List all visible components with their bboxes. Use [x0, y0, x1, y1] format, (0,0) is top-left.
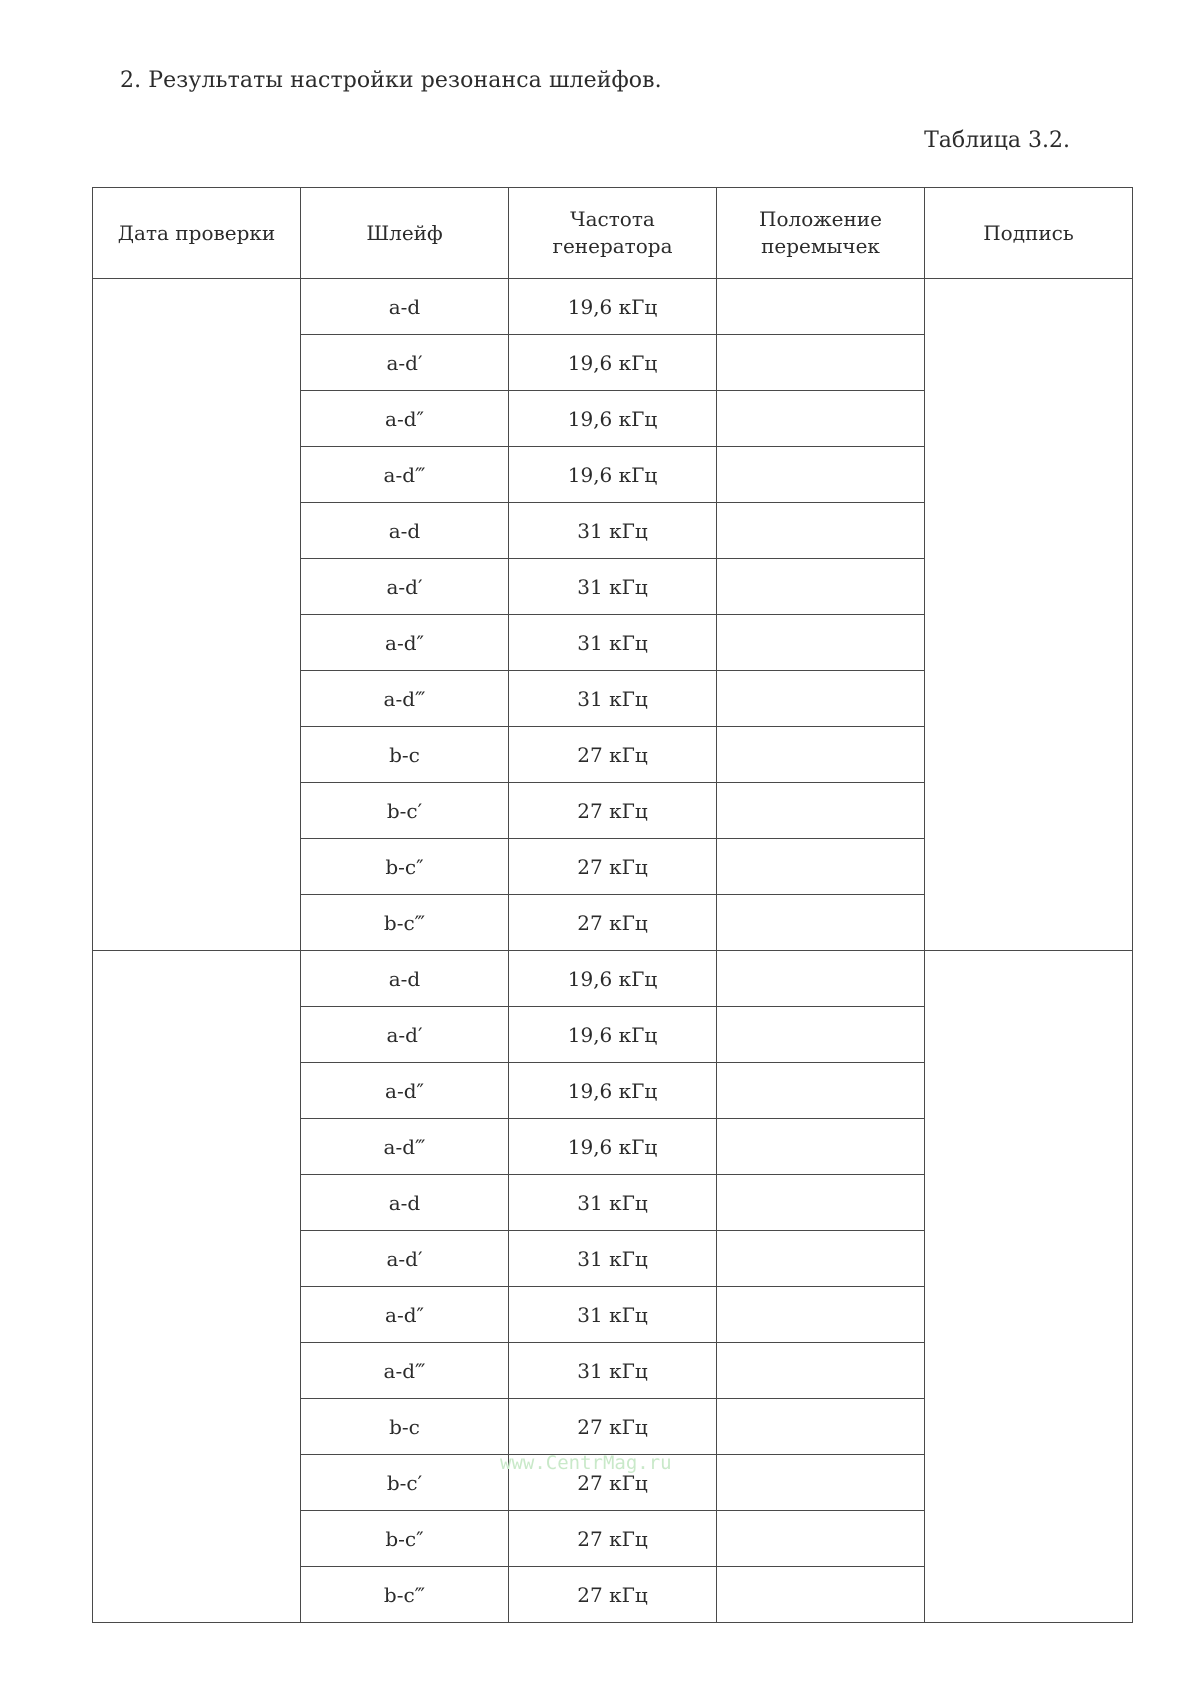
date-cell[interactable]: [93, 279, 301, 951]
frequency-cell: 31 кГц: [509, 559, 717, 615]
frequency-cell: 27 кГц: [509, 783, 717, 839]
jumpers-cell[interactable]: [717, 335, 925, 391]
jumpers-cell[interactable]: [717, 1007, 925, 1063]
frequency-cell: 27 кГц: [509, 727, 717, 783]
loop-cell: b-c: [301, 1399, 509, 1455]
loop-cell: a-d″: [301, 615, 509, 671]
jumpers-cell[interactable]: [717, 503, 925, 559]
header-loop: [301, 188, 509, 279]
frequency-cell: 19,6 кГц: [509, 447, 717, 503]
loop-cell: b-c′: [301, 783, 509, 839]
table-row: [93, 951, 1133, 1007]
loop-resonance-table: [92, 187, 1133, 1623]
jumpers-cell[interactable]: [717, 671, 925, 727]
frequency-cell: 31 кГц: [509, 615, 717, 671]
loop-cell: b-c: [301, 727, 509, 783]
jumpers-cell[interactable]: [717, 1343, 925, 1399]
jumpers-cell[interactable]: [717, 727, 925, 783]
loop-cell: a-d: [301, 1175, 509, 1231]
header-loop-line: Шлейф: [366, 220, 443, 245]
jumpers-cell[interactable]: [717, 391, 925, 447]
frequency-cell: 31 кГц: [509, 1287, 717, 1343]
frequency-cell: 31 кГц: [509, 1231, 717, 1287]
jumpers-cell[interactable]: [717, 895, 925, 951]
jumpers-cell[interactable]: [717, 615, 925, 671]
frequency-cell: 19,6 кГц: [509, 1063, 717, 1119]
signature-cell[interactable]: [925, 951, 1133, 1623]
frequency-cell: 27 кГц: [509, 839, 717, 895]
loop-cell: a-d′: [301, 1007, 509, 1063]
header-frequency-line-2: генератора: [552, 234, 673, 258]
loop-cell: a-d′: [301, 559, 509, 615]
frequency-cell: 19,6 кГц: [509, 335, 717, 391]
frequency-cell: 19,6 кГц: [509, 279, 717, 335]
frequency-cell: 31 кГц: [509, 503, 717, 559]
header-date-line: Дата проверки: [117, 220, 276, 245]
signature-cell[interactable]: [925, 279, 1133, 951]
jumpers-cell[interactable]: [717, 839, 925, 895]
loop-cell: a-d″: [301, 391, 509, 447]
loop-cell: b-c‴: [301, 895, 509, 951]
section-heading: 2. Результаты настройки резонанса шлейфов.: [120, 68, 662, 93]
header-frequency-line-1: Частота: [570, 207, 655, 231]
loop-cell: a-d: [301, 951, 509, 1007]
frequency-cell: 19,6 кГц: [509, 1119, 717, 1175]
jumpers-cell[interactable]: [717, 1399, 925, 1455]
frequency-cell: 31 кГц: [509, 1343, 717, 1399]
table-number: Таблица 3.2.: [924, 128, 1070, 153]
jumpers-cell[interactable]: [717, 1231, 925, 1287]
jumpers-cell[interactable]: [717, 1063, 925, 1119]
header-jumpers-line-1: Положение: [759, 207, 882, 231]
watermark: www.CentrMag.ru: [500, 1452, 672, 1474]
jumpers-cell[interactable]: [717, 279, 925, 335]
table-row: [93, 279, 1133, 335]
loop-cell: a-d″: [301, 1063, 509, 1119]
frequency-cell: 19,6 кГц: [509, 951, 717, 1007]
loop-cell: a-d‴: [301, 1343, 509, 1399]
loop-cell: b-c′: [301, 1455, 509, 1511]
loop-cell: a-d′: [301, 1231, 509, 1287]
header-jumpers-line-2: перемычек: [761, 234, 880, 258]
frequency-cell: 19,6 кГц: [509, 391, 717, 447]
loop-cell: b-c″: [301, 1511, 509, 1567]
header-jumpers: [717, 188, 925, 279]
date-cell[interactable]: [93, 951, 301, 1623]
frequency-cell: 27 кГц: [509, 1511, 717, 1567]
header-row: [93, 188, 1133, 279]
loop-cell: a-d′: [301, 335, 509, 391]
header-signature: [925, 188, 1133, 279]
header-date: [93, 188, 301, 279]
jumpers-cell[interactable]: [717, 559, 925, 615]
jumpers-cell[interactable]: [717, 1119, 925, 1175]
jumpers-cell[interactable]: [717, 1511, 925, 1567]
frequency-cell: 27 кГц: [509, 1399, 717, 1455]
jumpers-cell[interactable]: [717, 447, 925, 503]
jumpers-cell[interactable]: [717, 951, 925, 1007]
header-signature-line: Подпись: [983, 220, 1074, 245]
frequency-cell: 31 кГц: [509, 1175, 717, 1231]
jumpers-cell[interactable]: [717, 1567, 925, 1623]
table-header: [93, 188, 1133, 279]
loop-cell: a-d: [301, 503, 509, 559]
frequency-cell: 19,6 кГц: [509, 1007, 717, 1063]
loop-cell: a-d‴: [301, 1119, 509, 1175]
frequency-cell: 31 кГц: [509, 671, 717, 727]
frequency-cell: 27 кГц: [509, 895, 717, 951]
loop-cell: a-d‴: [301, 447, 509, 503]
loop-cell: a-d: [301, 279, 509, 335]
table-body: [93, 279, 1133, 1623]
loop-cell: b-c″: [301, 839, 509, 895]
frequency-cell: 27 кГц: [509, 1455, 717, 1511]
jumpers-cell[interactable]: [717, 1455, 925, 1511]
jumpers-cell[interactable]: [717, 1175, 925, 1231]
frequency-cell: 27 кГц: [509, 1567, 717, 1623]
loop-cell: a-d″: [301, 1287, 509, 1343]
jumpers-cell[interactable]: [717, 1287, 925, 1343]
jumpers-cell[interactable]: [717, 783, 925, 839]
loop-cell: a-d‴: [301, 671, 509, 727]
header-frequency: [509, 188, 717, 279]
loop-cell: b-c‴: [301, 1567, 509, 1623]
